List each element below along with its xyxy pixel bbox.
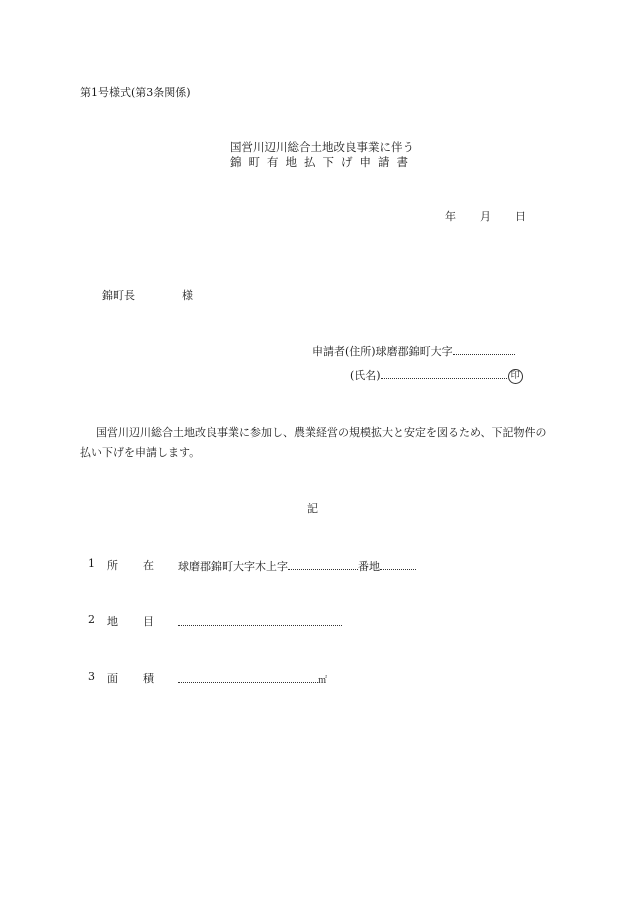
date-year: 年 [445, 210, 456, 223]
item-1-label-b: 在 [143, 559, 154, 572]
item-3-label-b: 積 [143, 672, 154, 685]
area-field[interactable] [178, 670, 318, 683]
seal-mark: 印 [508, 369, 523, 384]
item-1-suffix: 番地 [358, 560, 380, 573]
aza-field[interactable] [288, 557, 358, 570]
date-month: 月 [480, 210, 491, 223]
item-1-prefix: 球磨郡錦町大字木上字 [178, 560, 288, 573]
applicant-name-label: (氏名) [350, 369, 381, 382]
addressee-honorific: 様 [182, 289, 193, 302]
item-2-value [178, 613, 342, 629]
form-number: 第1号様式(第3条関係) [80, 86, 191, 99]
item-3-value [178, 670, 327, 686]
ki-heading: 記 [307, 502, 318, 515]
applicant-name-row [350, 366, 523, 384]
area-unit: ㎡ [318, 676, 328, 686]
chimoku-field[interactable] [178, 613, 342, 626]
body-text: 国営川辺川総合土地改良事業に参加し、農業経営の規模拡大と安定を図るため、下記物件の払い下げを申請します。 [80, 426, 547, 459]
item-3-label-a: 面 [107, 672, 118, 685]
item-1-number: 1 [88, 557, 95, 570]
title-line-2: 錦町有地払下げ申請書 [230, 155, 415, 169]
item-2-number: 2 [88, 613, 95, 626]
item-1-value [178, 557, 416, 574]
item-2-label-a: 地 [107, 615, 118, 628]
item-1-row [88, 557, 95, 570]
address-field[interactable] [453, 342, 515, 355]
addressee-name: 錦町長 [102, 289, 135, 302]
item-3-number: 3 [88, 670, 95, 683]
applicant-address-row [312, 342, 515, 359]
name-field[interactable] [381, 366, 507, 379]
item-1-label-a: 所 [107, 559, 118, 572]
item-2-label-b: 目 [143, 615, 154, 628]
banchi-field[interactable] [380, 557, 416, 570]
applicant-address-label: 申請者(住所)球磨郡錦町大字 [312, 345, 453, 358]
title-line-1: 国営川辺川総合土地改良事業に伴う [230, 140, 414, 154]
date-day: 日 [515, 210, 526, 223]
